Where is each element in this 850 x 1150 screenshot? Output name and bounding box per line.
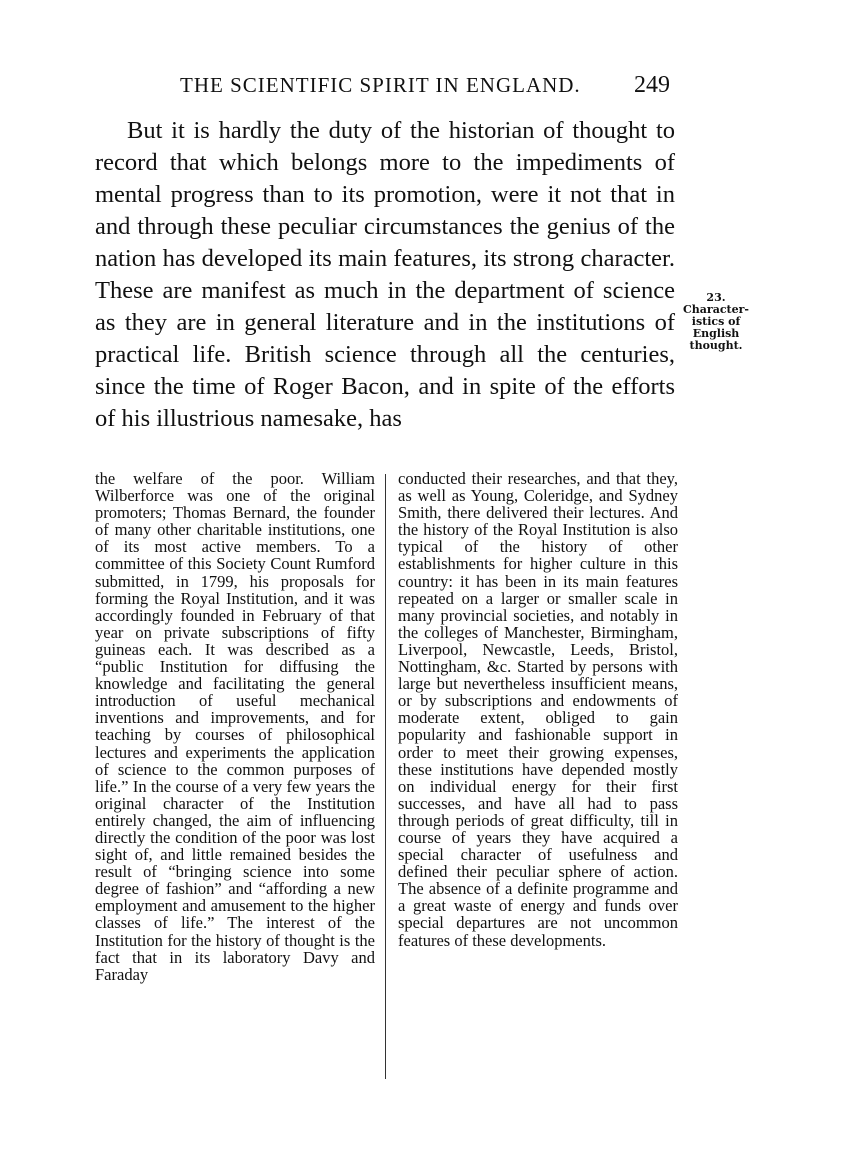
running-header (90, 70, 690, 100)
page-number: 249 (634, 71, 670, 98)
margin-note-line: thought. (689, 339, 743, 352)
margin-note (682, 292, 750, 352)
footnote-left-column: the welfare of the poor. William Wilberforce was one of the original promoters; Thomas Bernard, the founder of many other charitable institutions, one of its most active members. To a committee of this Society Count Rumford submitted, in 1799, his proposals for forming the Royal Institution, and it was accordingly founded in February of that year on private subscriptions of fifty guineas each. It was described as a “public Institution for diffusing the knowledge and facilitating the general introduction of useful mechanical inventions and improvements, and for teaching by courses of philosophical lectures and experiments the application of science to the common purposes of life.” In the course of a very few years the original character of the Institution entirely changed, the aim of influencing directly the condition of the poor was lost sight of, and little remained besides the result of “bringing science into some degree of fashion” and “affording a new employment and amusement to the higher classes of life.” The interest of the Institution for the history of thought is the fact that in its laboratory Davy and Faraday (95, 469, 375, 984)
running-title: THE SCIENTIFIC SPIRIT IN ENGLAND. (180, 72, 581, 97)
margin-note-line: istics of (691, 315, 741, 328)
main-paragraph: But it is hardly the duty of the historian of thought to record that which belongs more to the impediments of mental progress than to its promotion, were it not that in and through these peculiar circumstances the genius of the nation has developed its main features, its strong character. These are manifest as much in the department of science as they are in general literature and in the institutions of practical life. British science through all the centuries, since the time of Roger Bacon, and in spite of the efforts of his illustrious namesake, has (95, 117, 675, 432)
column-divider (385, 474, 386, 1079)
margin-note-line: English (692, 327, 740, 340)
footnote-right-column: conducted their researches, and that they, as well as Young, Coleridge, and Sydney Smith, there delivered their lectures. And the history of the Royal Institution is also typical of the history of other establishments for higher culture in this country: it has been in its main features repeated on a larger or smaller scale in many provincial societies, and notably in the colleges of Manchester, Birmingham, Liverpool, Newcastle, Leeds, Bristol, Nottingham, &c. Started by persons with large but nevertheless insufficient means, or by subscriptions and endowments of moderate extent, obliged to gain popularity and fashionable support in order to meet their growing expenses, these institutions have depended mostly on individual energy for their first successes, and have all had to pass through periods of great difficulty, till in course of years they have acquired a special character of usefulness and defined their peculiar sphere of action. The absence of a definite programme and a great waste of energy and funds over special departures are not uncommon features of these developments. (398, 469, 678, 950)
margin-note-line: Character- (683, 303, 749, 316)
margin-note-number: 23. (706, 291, 726, 304)
